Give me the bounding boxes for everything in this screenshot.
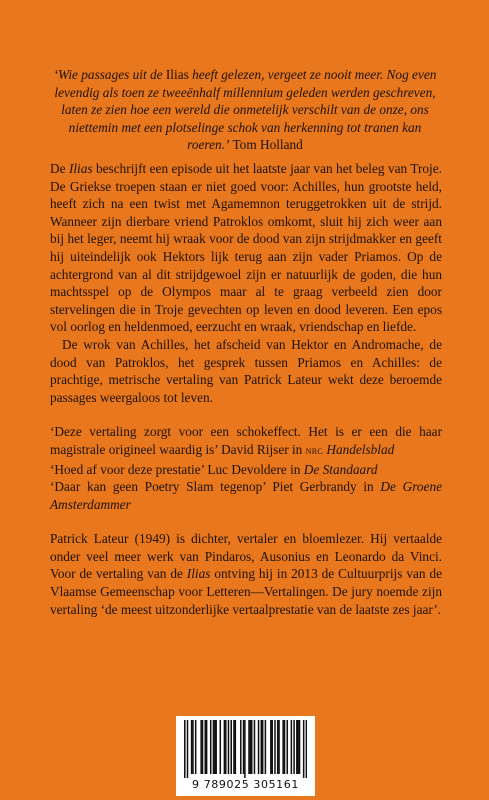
ilias-title: Ilias: [68, 161, 93, 176]
barcode-bar: [184, 720, 186, 778]
barcode-bar: [220, 720, 222, 774]
barcode-bar: [284, 720, 286, 774]
barcode-bar: [235, 720, 237, 774]
barcode-bar: [251, 720, 253, 774]
barcode-bar: [303, 720, 305, 778]
barcode-bar: [282, 720, 284, 774]
isbn-barcode: [176, 716, 315, 796]
barcode-bar: [296, 720, 298, 774]
review-2: ‘Hoed af voor deze prestatie’ Luc Devoldere in De Standaard: [50, 461, 378, 477]
barcode-bar: [299, 720, 301, 774]
barcode-bar: [191, 720, 193, 774]
barcode-bar: [233, 720, 235, 774]
barcode-bar: [195, 720, 197, 774]
barcode-bar: [210, 720, 212, 774]
quote-author: Tom Holland: [229, 137, 303, 153]
description: [50, 160, 442, 618]
quote-ilias-title: Ilias: [165, 67, 189, 82]
barcode-bar: [215, 720, 217, 774]
barcode-bar: [230, 720, 232, 774]
barcode-bar: [306, 720, 307, 778]
bio-ilias-title: Ilias: [186, 566, 211, 582]
barcode-bar: [265, 720, 267, 774]
barcode-bar: [278, 720, 280, 774]
translator-bio: Patrick Lateur (1949) is dichter, vertaler en bloemlezer. Hij vertaalde onder veel meer werk van Pindaros, Ausonius en Leonardo da Vinci. Voor de vertaling van de Ilias ontving hij in 2013 de Cultuurprijs van de Vlaamse Gemeenschap voor Letteren—Vertalingen. De jury noemde zijn vertaling ‘de meest uitzonderlijke vertaalprestatie van de laatste zes jaar’.: [50, 531, 442, 617]
review-source: Handelsblad: [326, 441, 395, 457]
review-source: De Groene Amsterdammer: [50, 479, 443, 512]
barcode-bar: [200, 720, 202, 774]
barcode-bar: [214, 720, 216, 774]
barcode-bar: [277, 720, 279, 774]
barcode-bar: [291, 720, 293, 774]
barcode-bar: [225, 720, 227, 774]
barcode-bar: [258, 720, 260, 774]
review-source-prefix: nrc: [305, 444, 324, 457]
reviews: [50, 423, 442, 513]
barcode-bar: [254, 720, 256, 774]
translation-paragraph: De wrok van Achilles, het afscheid van Hektor en Andromache, de dood van Patroklos, het gesprek tussen Priamos en Achilles: de prachtige, metrische vertaling van Patrick Lateur wekt deze beroemde passages weergaloos tot leven.: [50, 336, 442, 405]
barcode-bar: [192, 720, 194, 774]
barcode-bar: [243, 720, 245, 774]
barcode-bars: [184, 720, 307, 778]
barcode-bar: [262, 720, 264, 774]
barcode-bar: [271, 720, 273, 774]
barcode-bar: [206, 720, 208, 774]
blurb-quote: ‘Wie passages uit de Ilias heeft gelezen, vergeet ze nooit meer. Nog even levendig als toen ze tweeënhalf millennium geleden werden geschreven, laten ze zien hoe een wereld die onmetelijk verschilt van de onze, ons niettemin met een plotselinge schok van herkenning tot tranen kan roeren.’ Tom Holland: [53, 67, 437, 153]
review-1: ‘Deze vertaling zorgt voor een schokeffect. Het is er een die haar magistrale origineel waardig is’ David Rijser in nrc Handelsblad: [50, 424, 442, 457]
barcode-bar: [224, 720, 226, 774]
barcode-bar: [187, 720, 189, 778]
barcode-bar: [244, 720, 246, 778]
barcode-bar: [202, 720, 204, 774]
review-3: ‘Daar kan geen Poetry Slam tegenop’ Piet Gerbrandy in De Groene Amsterdammer: [50, 479, 443, 512]
barcode-bar: [205, 720, 207, 774]
barcode-bar: [293, 720, 295, 774]
barcode-bar: [297, 720, 299, 774]
barcode-bar: [240, 720, 242, 774]
barcode-bar: [228, 720, 230, 774]
barcode-bar: [213, 720, 215, 774]
barcode-bar: [250, 720, 252, 774]
synopsis-paragraph: De Ilias beschrijft een episode uit het laatste jaar van het beleg van Troje. De Griekse troepen staan er niet goed voor: Achilles, hun grootste held, heeft zich na een twist met Agamemnon teruggetrokken uit de strijd. Wanneer zijn dierbare vriend Patroklos omkomt, sluit hij zich weer aan bij het leger, neemt hij wraak voor de dood van zijn strijdmakker en geeft hij uiteindelijk ook Hektors lijk terug aan zijn vader Priamos. Op de achtergrond van al dit strijdgewoel zijn er natuurlijk de goden, die hun machtsspel op de Olympos maar al te graag verbeeld zien door stervelingen die in Troje gevechten op leven en dood leveren. Een epos vol oorlog en heldenmoed, eerzucht en wraak, vriendschap en liefde.: [50, 161, 442, 335]
isbn-number: 9 789025 305161: [192, 778, 299, 791]
barcode-bar: [274, 720, 276, 774]
barcode-bar: [287, 720, 289, 774]
barcode-bar: [270, 720, 272, 774]
barcode-bar: [248, 720, 250, 774]
barcode-bar: [261, 720, 263, 774]
review-source: De Standaard: [303, 461, 378, 477]
